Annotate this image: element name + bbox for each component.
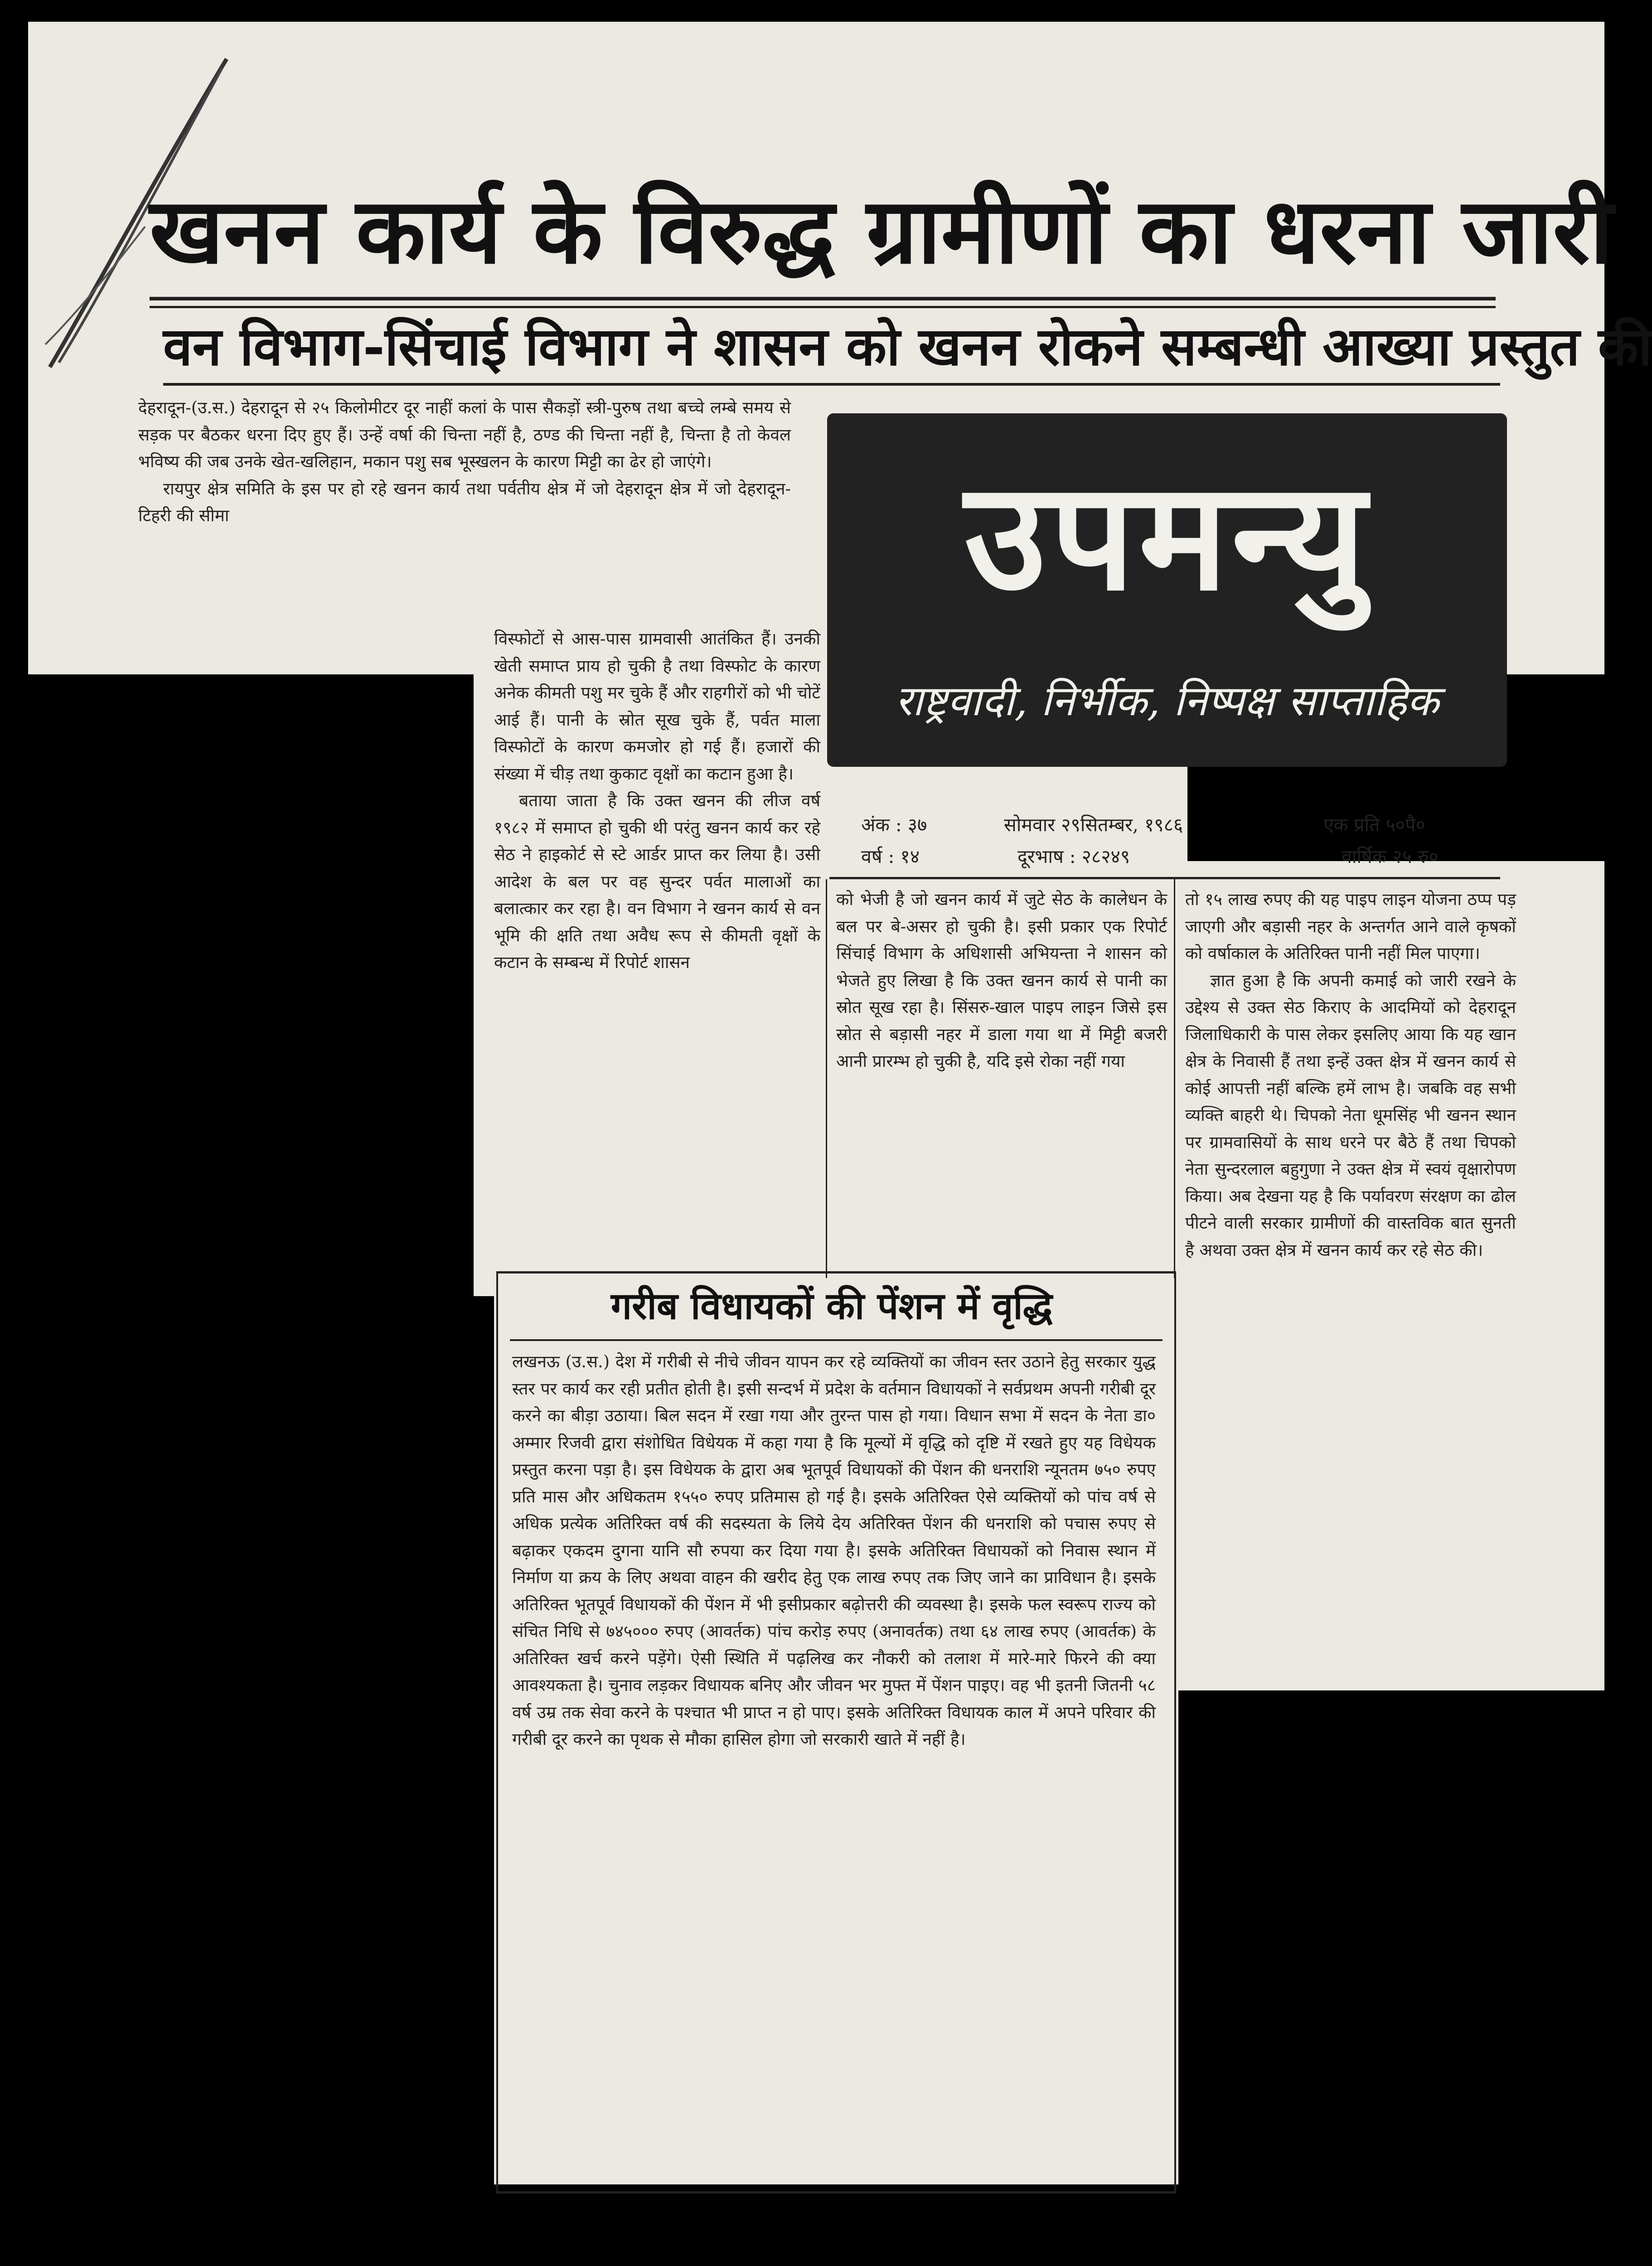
masthead — [827, 413, 1507, 767]
issue-ank: अंक : ३७ — [861, 814, 927, 836]
article1-column-2 — [494, 625, 820, 1264]
issue-price: एक प्रति ५०पै० — [1323, 814, 1425, 836]
article1-paragraph: ज्ञात हुआ है कि अपनी कमाई को जारी रखने के उद्देश्य से उक्त सेठ किराए के आदमियों को देहरादून जिलाधिकारी के पास लेकर इसलिए आया कि यह खान क्षेत्र के निवासी हैं तथा इन्हें उक्त क्षेत्र में खनन कार्य से कोई आपत्ती नहीं बल्कि हमें लाभ है। जबकि वह सभी व्यक्ति बाहरी थे। चिपको नेता धूमसिंह भी खनन स्थान पर ग्रामवासियों के साथ धरने पर बैठे हैं तथा चिपको नेता सुन्दरलाल बहुगुणा ने उक्त क्षेत्र में स्वयं वृक्षारोपण किया। अब देखना यह है कि पर्यावरण संरक्षण का ढोल पीटने वाली सरकार ग्रामीणों की वास्तविक बात सुनती है अथवा उक्त क्षेत्र में खनन कार्य कर रहे सेठ की। — [1185, 970, 1516, 1260]
box-rule-top — [496, 1271, 1176, 1273]
article2-body — [512, 1348, 1156, 2178]
article1-paragraph: तो १५ लाख रुपए की यह पाइप लाइन योजना ठप्प पड़ जाएगी और बड़ासी नहर के अन्तर्गत आने वाले कृषकों को वर्षाकाल के अतिरिक्त पानी नहीं मिल पाएगा। — [1185, 890, 1516, 963]
box-rule-right — [1174, 1271, 1176, 2193]
issue-rule — [829, 877, 1500, 879]
masthead-tagline: राष्ट्रवादी, निर्भीक, निष्पक्ष साप्ताहिक — [895, 677, 1439, 725]
issue-phone: दूरभाष : २८२४९ — [1017, 846, 1130, 867]
issue-date: सोमवार २९सितम्बर, १९८६ — [1004, 814, 1183, 836]
issue-varsh: वर्ष : १४ — [861, 846, 920, 867]
column-rule — [826, 879, 827, 1278]
article1-column-4 — [1185, 886, 1516, 1675]
article1-paragraph: को भेजी है जो खनन कार्य में जुटे सेठ के कालेधन के बल पर बे-असर हो चुकी है। इसी प्रकार एक रिपोर्ट सिंचाई विभाग के अधिशासी अभियन्ता ने शासन को भेजते हुए लिखा है कि उक्त खनन कार्य से पानी का स्रोत सूख रहा है। सिंसरु-खाल पाइप लाइन जिसे इस स्रोत से बड़ासी नहर में डाला गया था में मिट्टी बजरी आनी प्रारम्भ हो चुकी है, यदि इसे रोका नहीं गया — [836, 890, 1167, 1071]
main-headline: खनन कार्य के विरुद्ध ग्रामीणों का धरना जारी — [150, 178, 1613, 284]
article1-paragraph: विस्फोटों से आस-पास ग्रामवासी आतंकित हैं। उनकी खेती समाप्त प्राय हो चुकी है तथा विस्फोट के कारण अनेक कीमती पशु मर चुके हैं और राहगीरों को भी चोटें आई हैं। पानी के स्रोत सूख चुके हैं, पर्वत माला विस्फोटों के कारण कमजोर हो गई हैं। हजारों की संख्या में चीड़ तथा कुकाट वृक्षों का कटान हुआ है। — [494, 629, 820, 784]
box-rule-bottom — [496, 2191, 1176, 2193]
headline-rule-2 — [150, 306, 1496, 308]
article1-column-1 — [138, 394, 791, 648]
headline-rule-1 — [150, 297, 1496, 300]
box-rule-left — [496, 1271, 498, 2193]
box-title-rule — [510, 1339, 1163, 1341]
article2-title: गरीब विधायकों की पेंशन में वृद्धि — [610, 1284, 1053, 1328]
masthead-title: उपमन्यु — [964, 448, 1370, 624]
sub-headline: वन विभाग-सिंचाई विभाग ने शासन को खनन रोकने सम्बन्धी आख्या प्रस्तुत की — [163, 316, 1652, 378]
article1-paragraph: रायपुर क्षेत्र समिति के इस पर हो रहे खनन कार्य तथा पर्वतीय क्षेत्र में जो देहरादून क्षेत्र में जो देहरादून-टिहरी की सीमा — [138, 479, 791, 525]
article1-column-3 — [836, 886, 1167, 1267]
article1-paragraph: बताया जाता है कि उक्त खनन की लीज वर्ष १९८२ में समाप्त हो चुकी थी परंतु खनन कार्य कर रहे सेठ ने हाइकोर्ट से स्टे आर्डर प्राप्त कर लिया है। उसी आदेश के बल पर वह सुन्दर पर्वत मालाओं का बलात्कार कर रहा है। वन विभाग ने खनन कार्य से वन भूमि की क्षति तथा अवैध रूप से कीमती वृक्षों के कटान के सम्बन्ध में रिपोर्ट शासन — [494, 791, 820, 972]
subheadline-rule — [163, 383, 1500, 386]
issue-annual: वार्षिक २५ रु० — [1342, 846, 1439, 867]
article2-paragraph: लखनऊ (उ.स.) देश में गरीबी से नीचे जीवन यापन कर रहे व्यक्तियों का जीवन स्तर उठाने हेतु सरकार युद्ध स्तर पर कार्य कर रही प्रतीत होती है। इसी सन्दर्भ में प्रदेश के वर्तमान विधायकों ने सर्वप्रथम अपनी गरीबी दूर करने का बीड़ा उठाया। बिल सदन में रखा गया और तुरन्त पास हो गया। विधान सभा में सदन के नेता डा० अम्मार रिजवी द्वारा संशोधित विधेयक में कहा गया है कि मूल्यों में वृद्धि को दृष्टि में रखते हुए यह विधेयक प्रस्तुत करना पड़ा है। इस विधेयक के द्वारा अब भूतपूर्व विधायकों की पेंशन की धनराशि न्यूनतम ७५० रुपए प्रति मास और अधिकतम १५५० रुपए प्रतिमास हो गई है। इसके अतिरिक्त ऐसे व्यक्तियों को पांच वर्ष से अधिक प्रत्येक अतिरिक्त वर्ष की सदस्यता के लिये देय अतिरिक्त पेंशन की धनराशि को पचास रुपए से बढ़ाकर एकदम दुगना यानि सौ रुपया कर दिया गया है। इसके अतिरिक्त विधायकों को निवास स्थान में निर्माण या क्रय के लिए अथवा वाहन की खरीद हेतु एक लाख रुपए तक जिए जाने का प्राविधान है। इसके अतिरिक्त भूतपूर्व विधायकों की पेंशन में भी इसीप्रकार बढ़ोत्तरी की व्यवस्था है। इसके फल स्वरूप राज्य को संचित निधि से ७४५००० रुपए (आवर्तक) पांच करोड़ रुपए (अनावर्तक) तथा ६४ लाख रुपए (आवर्तक) के अतिरिक्त खर्च करने पड़ेंगे। ऐसी स्थिति में पढ़लिख कर नौकरी को तलाश में मारे-मारे फिरने की क्या आवश्यकता है। चुनाव लड़कर विधायक बनिए और जीवन भर मुफ्त में पेंशन पाइए। वह भी इतनी जितनी ५८ वर्ष उम्र तक सेवा करने के पश्चात भी प्राप्त न हो पाए। इसके अतिरिक्त विधायक काल में अपने परिवार की गरीबी दूर करने का पृथक से मौका हासिल होगा जो सरकारी खाते में नहीं है। — [512, 1352, 1156, 1749]
article1-paragraph: देहरादून-(उ.स.) देहरादून से २५ किलोमीटर दूर नाहीं कलां के पास सैकड़ों स्त्री-पुरुष तथा बच्चे लम्बे समय से सड़क पर बैठकर धरना दिए हुए हैं। उन्हें वर्षा की चिन्ता नहीं है, ठण्ड की चिन्ता नहीं है, चिन्ता है तो केवल भविष्य की जब उनके खेत-खलिहान, मकान पशु सब भूस्खलन के कारण मिट्टी का ढेर हो जाएंगे। — [138, 398, 791, 471]
column-rule — [1174, 879, 1175, 1278]
